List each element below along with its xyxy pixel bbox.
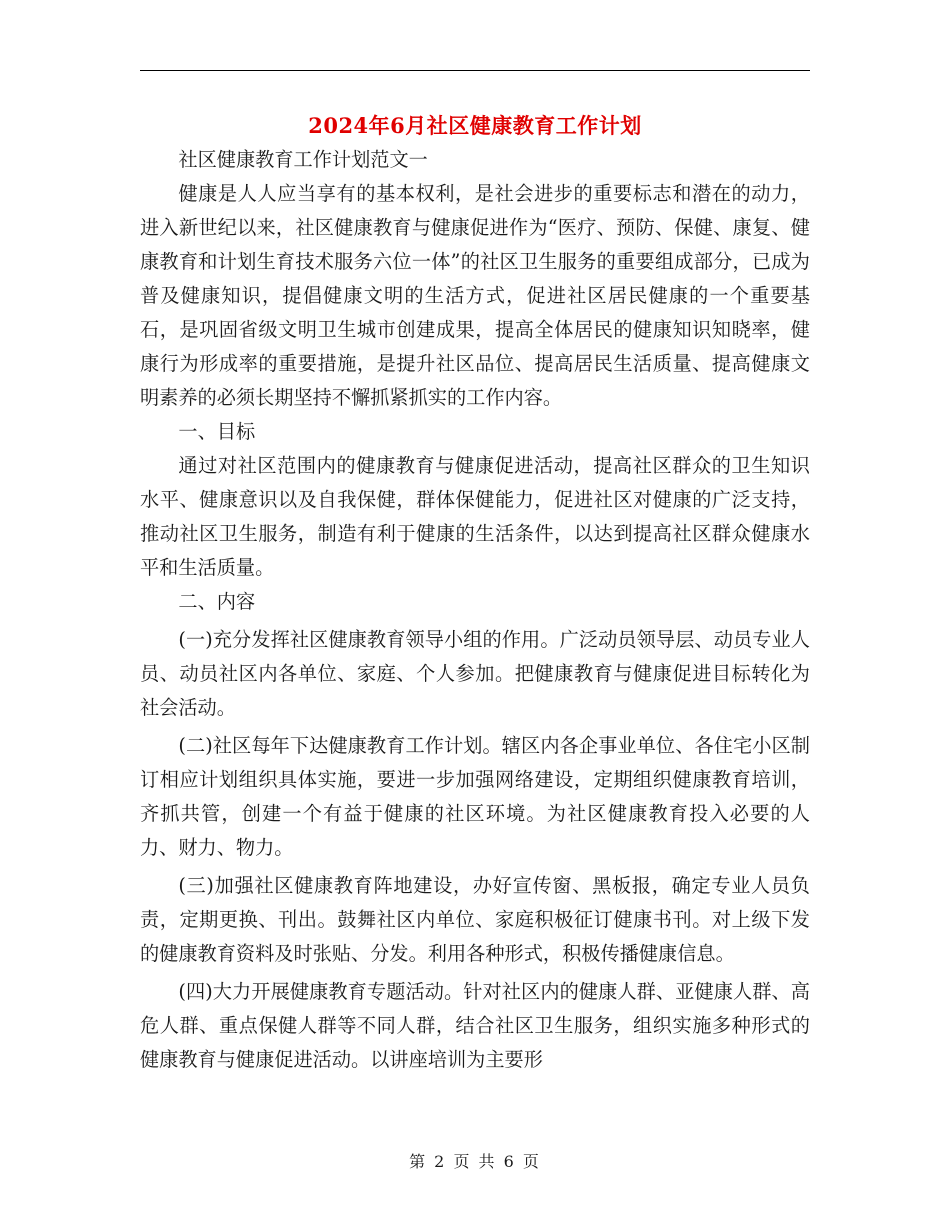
paragraph-goal: 通过对社区范围内的健康教育与健康促进活动，提高社区群众的卫生知识水平、健康意识以及自我保健，群体保健能力，促进社区对健康的广泛支持，推动社区卫生服务，制造有利于健康的生活条件，以达到提高社区群众健康水平和生活质量。 — [140, 454, 810, 579]
document-body — [140, 143, 810, 1077]
paragraph-item-3: (三)加强社区健康教育阵地建设，办好宣传窗、黑板报，确定专业人员负责，定期更换、刊出。鼓舞社区内单位、家庭积极征订健康书刊。对上级下发的健康教育资料及时张贴、分发。利用各种形式，积极传播健康信息。 — [140, 874, 810, 965]
header-rule — [140, 70, 810, 71]
paragraph-item-1: (一)充分发挥社区健康教育领导小组的作用。广泛动员领导层、动员专业人员、动员社区内各单位、家庭、个人参加。把健康教育与健康促进目标转化为社会活动。 — [140, 628, 810, 719]
page-number-footer: 第 2 页 共 6 页 — [409, 1152, 541, 1171]
paragraph-intro: 健康是人人应当享有的基本权利，是社会进步的重要标志和潜在的动力，进入新世纪以来，社区健康教育与健康促进作为“医疗、预防、保健、康复、健康教育和计划生育技术服务六位一体”的社区卫生服务的重要组成部分，已成为普及健康知识，提倡健康文明的生活方式，促进社区居民健康的一个重要基石，是巩固省级文明卫生城市创建成果，提高全体居民的健康知识知晓率，健康行为形成率的重要措施，是提升社区品位、提高居民生活质量、提高健康文明素养的必须长期坚持不懈抓紧抓实的工作内容。 — [140, 182, 810, 409]
paragraph-item-2: (二)社区每年下达健康教育工作计划。辖区内各企事业单位、各住宅小区制订相应计划组织具体实施，要进一步加强网络建设，定期组织健康教育培训，齐抓共管，创建一个有益于健康的社区环境。为社区健康教育投入必要的人力、财力、物力。 — [140, 734, 810, 859]
document-title: 2024年6月社区健康教育工作计划 — [308, 113, 642, 138]
paragraph-item-4: (四)大力开展健康教育专题活动。针对社区内的健康人群、亚健康人群、高危人群、重点保健人群等不同人群，结合社区卫生服务，组织实施多种形式的健康教育与健康促进活动。以讲座培训为主要形 — [140, 980, 810, 1071]
paragraph-subtitle: 社区健康教育工作计划范文一 — [178, 148, 428, 171]
heading-goal: 一、目标 — [178, 420, 256, 443]
heading-content: 二、内容 — [178, 590, 256, 613]
